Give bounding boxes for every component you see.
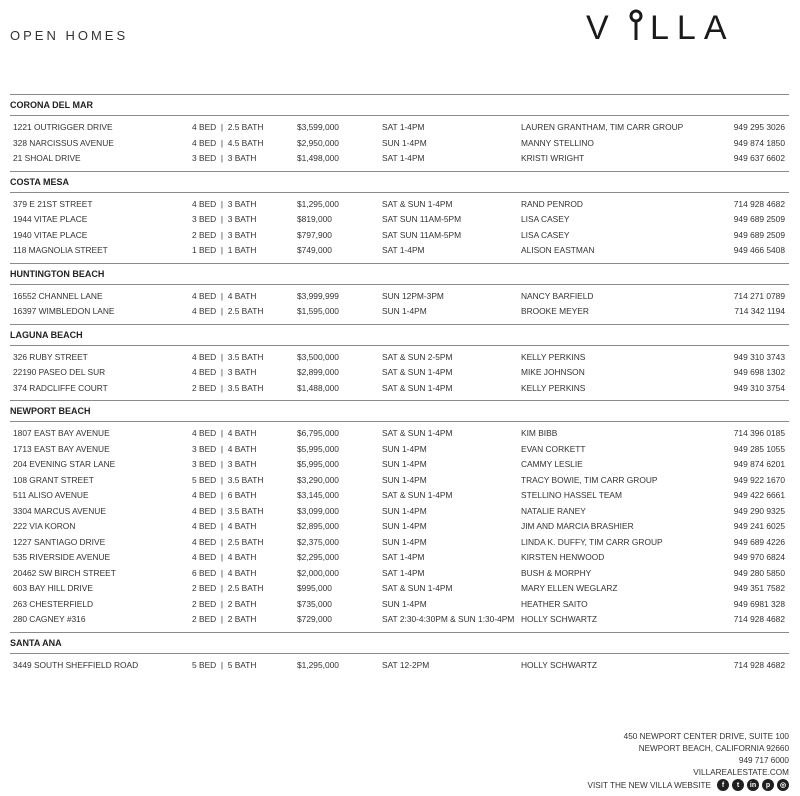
listing-address: 379 E 21ST STREET — [13, 198, 93, 209]
bed-bath-divider: | — [216, 198, 228, 209]
listing-time: SAT SUN 11AM-5PM — [382, 229, 462, 240]
listing-baths: 4 BATH — [227, 552, 257, 562]
listing-row — [10, 365, 789, 381]
listing-phone: 714 342 1194 — [734, 306, 785, 316]
listing-bed-bath — [192, 521, 256, 531]
listing-phone: 949 689 2509 — [733, 229, 785, 240]
listing-agent: KELLY PERKINS — [521, 382, 586, 393]
listing-baths: 2.5 BATH — [227, 536, 264, 547]
listing-time: SAT & SUN 1-4PM — [382, 583, 453, 593]
listing-beds: 2 BED — [192, 382, 217, 393]
bed-bath-divider: | — [216, 367, 228, 377]
listing-beds: 4 BED — [192, 428, 217, 438]
listing-baths: 2.5 BATH — [227, 306, 264, 316]
listing-price: $1,295,000 — [297, 198, 339, 209]
listing-address: 326 RUBY STREET — [13, 351, 88, 362]
listing-beds: 4 BED — [192, 552, 217, 562]
listing-baths: 5 BATH — [227, 659, 257, 670]
listing-address: 603 BAY HILL DRIVE — [13, 583, 93, 593]
listing-time: SAT 2:30-4:30PM & SUN 1:30-4PM — [382, 614, 515, 624]
bed-bath-divider: | — [216, 536, 228, 547]
bed-bath-divider: | — [216, 428, 228, 438]
instagram-icon[interactable]: ◎ — [777, 779, 789, 791]
listing-beds: 4 BED — [192, 137, 217, 148]
footer-address-line1: 450 NEWPORT CENTER DRIVE, SUITE 100 — [623, 732, 789, 741]
listing-price: $2,895,000 — [297, 521, 339, 531]
listing-beds: 3 BED — [192, 443, 217, 454]
listing-beds: 2 BED — [192, 614, 217, 624]
listing-beds: 4 BED — [192, 122, 217, 132]
listing-bed-bath — [192, 153, 256, 163]
listing-price: $5,995,000 — [297, 443, 339, 454]
listing-beds: 3 BED — [192, 153, 217, 163]
listing-bed-bath — [192, 291, 256, 301]
listing-address: 1221 OUTRIGGER DRIVE — [13, 122, 113, 132]
listing-time: SUN 12PM-3PM — [382, 290, 444, 301]
listing-beds: 4 BED — [192, 367, 217, 377]
listing-beds: 1 BED — [192, 245, 217, 255]
bed-bath-divider: | — [216, 474, 228, 485]
section — [10, 263, 789, 324]
logo-text: V — [586, 9, 617, 42]
listing-phone: 949 698 1302 — [733, 367, 785, 377]
listing-time: SUN 1-4PM — [382, 474, 427, 485]
section — [10, 324, 789, 401]
listing-time: SAT 12-2PM — [382, 659, 430, 670]
listing-agent: MANNY STELLINO — [521, 137, 594, 148]
listing-time: SUN 1-4PM — [382, 598, 427, 609]
listing-time: SUN 1-4PM — [382, 505, 427, 516]
listing-beds: 5 BED — [192, 474, 217, 485]
listing-time: SAT & SUN 1-4PM — [382, 382, 453, 393]
listing-time: SAT 1-4PM — [382, 153, 425, 163]
bed-bath-divider: | — [216, 659, 228, 670]
listing-beds: 4 BED — [192, 536, 217, 547]
logo-text-rest: LLA — [650, 9, 735, 42]
listing-row — [10, 136, 789, 152]
listing-time: SUN 1-4PM — [382, 521, 427, 531]
listing-phone: 949 637 6602 — [733, 153, 785, 163]
listing-agent: KELLY PERKINS — [521, 351, 586, 362]
listing-address: 1940 VITAE PLACE — [13, 229, 88, 240]
listing-row — [10, 350, 789, 366]
listing-phone: 949 310 3754 — [733, 382, 785, 393]
visit-website-link[interactable]: VISIT THE NEW VILLA WEBSITE — [587, 780, 711, 790]
listing-agent: NANCY BARFIELD — [521, 290, 594, 301]
listing-price: $2,000,000 — [297, 567, 339, 578]
bed-bath-divider: | — [216, 214, 228, 224]
listing-row — [10, 426, 789, 442]
listing-address: 280 CAGNEY #316 — [13, 614, 86, 624]
listing-agent: JIM AND MARCIA BRASHIER — [521, 521, 634, 531]
bed-bath-divider: | — [216, 614, 228, 624]
listing-beds: 6 BED — [192, 567, 217, 578]
listing-agent: KIRSTEN HENWOOD — [521, 552, 605, 562]
linkedin-icon[interactable]: in — [747, 779, 759, 791]
listing-agent: EVAN CORKETT — [521, 443, 586, 454]
listing-price: $3,599,000 — [297, 122, 339, 132]
listing-agent: MIKE JOHNSON — [521, 367, 585, 377]
footer-website[interactable]: VILLAREALESTATE.COM — [693, 768, 789, 777]
pinterest-icon[interactable]: p — [762, 779, 774, 791]
listing-phone: 949 290 9325 — [733, 505, 785, 516]
listings-table — [10, 94, 789, 677]
listing-agent: RAND PENROD — [521, 198, 583, 209]
listing-row — [10, 457, 789, 473]
listing-phone: 949 295 3026 — [733, 122, 785, 132]
bed-bath-divider: | — [216, 351, 228, 362]
page-title: OPEN HOMES — [10, 28, 129, 43]
listing-phone: 949 466 5408 — [733, 245, 785, 255]
listing-agent: LISA CASEY — [521, 229, 570, 240]
listing-agent: BUSH & MORPHY — [521, 567, 592, 578]
listing-bed-bath — [192, 230, 256, 240]
listing-address: 204 EVENING STAR LANE — [13, 459, 116, 469]
listing-address: 1807 EAST BAY AVENUE — [13, 428, 110, 438]
listing-phone: 949 351 7582 — [733, 583, 785, 593]
listing-bed-bath — [192, 245, 256, 255]
listing-row — [10, 473, 789, 489]
listing-price: $3,999,999 — [297, 290, 339, 301]
listing-bed-bath — [192, 537, 263, 547]
section-header: SANTA ANA — [10, 633, 789, 654]
listing-baths: 2.5 BATH — [227, 122, 264, 132]
listing-price: $2,375,000 — [297, 536, 339, 547]
listing-baths: 4 BATH — [227, 290, 257, 301]
listing-bed-bath — [192, 475, 263, 485]
twitter-icon[interactable]: t — [732, 779, 744, 791]
listing-time: SAT & SUN 1-4PM — [382, 490, 453, 500]
listing-phone: 949 422 6661 — [733, 490, 785, 500]
listing-phone: 949 6981 328 — [733, 598, 785, 609]
listing-baths: 2 BATH — [227, 598, 257, 609]
listing-baths: 4 BATH — [227, 567, 257, 578]
listing-address: 16397 WIMBLEDON LANE — [13, 306, 115, 316]
listing-bed-bath — [192, 614, 256, 624]
listing-beds: 4 BED — [192, 198, 217, 209]
listing-price: $735,000 — [297, 598, 332, 609]
listing-beds: 4 BED — [192, 490, 217, 500]
listing-agent: HOLLY SCHWARTZ — [521, 659, 598, 670]
listing-phone: 714 928 4682 — [733, 659, 785, 670]
listing-row — [10, 197, 789, 213]
listing-bed-bath — [192, 568, 256, 578]
listing-beds: 4 BED — [192, 351, 217, 362]
listing-beds: 5 BED — [192, 659, 217, 670]
bed-bath-divider: | — [216, 122, 228, 132]
listing-agent: BROOKE MEYER — [521, 306, 589, 316]
listing-row — [10, 550, 789, 566]
listing-baths: 2 BATH — [227, 614, 257, 624]
listing-price: $1,488,000 — [297, 382, 339, 393]
listing-beds: 4 BED — [192, 306, 217, 316]
listing-bed-bath — [192, 122, 263, 132]
bed-bath-divider: | — [216, 306, 228, 316]
listing-phone: 949 874 1850 — [733, 137, 785, 148]
footer-contact — [624, 731, 789, 779]
listing-bed-bath — [192, 506, 263, 516]
listing-row — [10, 289, 789, 305]
listing-address: 3304 MARCUS AVENUE — [13, 505, 106, 516]
listing-price: $5,995,000 — [297, 459, 339, 469]
listing-time: SUN 1-4PM — [382, 443, 427, 454]
villa-logo[interactable] — [586, 8, 776, 42]
listing-baths: 4.5 BATH — [227, 137, 264, 148]
listing-bed-bath — [192, 459, 256, 469]
listing-agent: MARY ELLEN WEGLARZ — [521, 583, 618, 593]
listing-price: $2,295,000 — [297, 552, 339, 562]
bed-bath-divider: | — [216, 443, 228, 454]
listing-address: 3449 SOUTH SHEFFIELD ROAD — [13, 659, 139, 670]
listing-address: 535 RIVERSIDE AVENUE — [13, 552, 111, 562]
listing-bed-bath — [192, 490, 256, 500]
listing-phone: 949 689 4226 — [733, 536, 785, 547]
footer-address-line2: NEWPORT BEACH, CALIFORNIA 92660 — [638, 744, 789, 753]
listing-bed-bath — [192, 428, 256, 438]
listing-phone: 714 396 0185 — [733, 428, 785, 438]
listing-row — [10, 304, 789, 320]
listing-baths: 3 BATH — [227, 367, 257, 377]
listing-time: SAT & SUN 1-4PM — [382, 198, 453, 209]
listing-price: $1,595,000 — [297, 306, 339, 316]
listing-address: 374 RADCLIFFE COURT — [13, 382, 108, 393]
listing-phone: 714 271 0789 — [733, 290, 785, 301]
listing-row — [10, 243, 789, 259]
listing-beds: 3 BED — [192, 459, 217, 469]
listing-row — [10, 658, 789, 674]
listing-address: 222 VIA KORON — [13, 521, 76, 531]
listing-agent: NATALIE RANEY — [521, 505, 586, 516]
listing-time: SAT & SUN 1-4PM — [382, 428, 453, 438]
bed-bath-divider: | — [216, 490, 228, 500]
listing-agent: KIM BIBB — [521, 428, 558, 438]
listing-phone: 949 970 6824 — [733, 552, 785, 562]
listing-baths: 3 BATH — [227, 198, 257, 209]
listing-time: SAT 1-4PM — [382, 122, 425, 132]
listing-address: 511 ALISO AVENUE — [13, 490, 89, 500]
section — [10, 400, 789, 632]
listing-agent: HOLLY SCHWARTZ — [521, 614, 598, 624]
listing-bed-bath — [192, 599, 256, 609]
listing-bed-bath — [192, 583, 263, 593]
listing-price: $995,000 — [297, 583, 332, 593]
listing-beds: 4 BED — [192, 521, 217, 531]
listing-price: $3,500,000 — [297, 351, 339, 362]
listing-phone: 949 241 6025 — [733, 521, 785, 531]
listing-row — [10, 212, 789, 228]
listing-baths: 3.5 BATH — [227, 382, 264, 393]
listing-row — [10, 519, 789, 535]
facebook-icon[interactable]: f — [717, 779, 729, 791]
listing-bed-bath — [192, 383, 263, 393]
listing-price: $3,145,000 — [297, 490, 339, 500]
listing-phone: 714 928 4682 — [733, 198, 785, 209]
listing-beds: 3 BED — [192, 214, 217, 224]
key-icon — [631, 11, 641, 40]
listing-time: SAT 1-4PM — [382, 567, 425, 578]
listing-beds: 4 BED — [192, 505, 217, 516]
listing-time: SUN 1-4PM — [382, 536, 427, 547]
listing-address: 263 CHESTERFIELD — [13, 598, 94, 609]
bed-bath-divider: | — [216, 521, 228, 531]
section-header: CORONA DEL MAR — [10, 95, 789, 116]
listing-row — [10, 381, 789, 397]
bed-bath-divider: | — [216, 137, 228, 148]
listing-price: $1,498,000 — [297, 153, 339, 163]
listing-address: 20462 SW BIRCH STREET — [13, 567, 116, 578]
listing-row — [10, 228, 789, 244]
listing-time: SUN 1-4PM — [382, 459, 427, 469]
footer-phone: 949 717 6000 — [738, 756, 789, 765]
listing-baths: 3 BATH — [227, 459, 257, 469]
listing-baths: 3 BATH — [227, 153, 257, 163]
listing-agent: TRACY BOWIE, TIM CARR GROUP — [521, 474, 658, 485]
bed-bath-divider: | — [216, 598, 228, 609]
listing-time: SUN 1-4PM — [382, 137, 427, 148]
listing-price: $3,099,000 — [297, 505, 339, 516]
listing-bed-bath — [192, 660, 256, 670]
listing-address: 16552 CHANNEL LANE — [13, 290, 103, 301]
listing-row — [10, 612, 789, 628]
listing-time: SAT 1-4PM — [382, 245, 425, 255]
listing-phone: 949 874 6201 — [733, 459, 785, 469]
listing-beds: 2 BED — [192, 229, 217, 240]
listing-time: SAT 1-4PM — [382, 552, 425, 562]
listing-baths: 3.5 BATH — [227, 474, 264, 485]
listing-baths: 3.5 BATH — [227, 351, 264, 362]
listing-time: SUN 1-4PM — [382, 306, 427, 316]
listing-price: $3,290,000 — [297, 474, 339, 485]
listing-beds: 4 BED — [192, 290, 217, 301]
listing-row — [10, 151, 789, 167]
listing-baths: 4 BATH — [227, 428, 257, 438]
listing-bed-bath — [192, 444, 256, 454]
bed-bath-divider: | — [216, 505, 228, 516]
listing-phone: 714 928 4682 — [733, 614, 785, 624]
bed-bath-divider: | — [216, 382, 228, 393]
listing-bed-bath — [192, 352, 263, 362]
listing-row — [10, 488, 789, 504]
listing-agent: KRISTI WRIGHT — [521, 153, 585, 163]
section-header: LAGUNA BEACH — [10, 325, 789, 346]
listing-address: 1944 VITAE PLACE — [13, 214, 88, 224]
listing-bed-bath — [192, 138, 263, 148]
listing-time: SAT SUN 11AM-5PM — [382, 214, 462, 224]
listing-price: $6,795,000 — [297, 428, 339, 438]
listing-agent: STELLINO HASSEL TEAM — [521, 490, 622, 500]
listing-row — [10, 535, 789, 551]
listing-phone: 949 922 1670 — [733, 474, 785, 485]
social-bar — [588, 779, 789, 791]
listing-address: 1713 EAST BAY AVENUE — [13, 443, 110, 454]
listing-baths: 3 BATH — [227, 214, 257, 224]
listing-time: SAT & SUN 1-4PM — [382, 367, 453, 377]
listing-baths: 4 BATH — [227, 443, 257, 454]
listing-phone: 949 689 2509 — [733, 214, 785, 224]
section — [10, 171, 789, 263]
bed-bath-divider: | — [216, 567, 228, 578]
listing-time: SAT & SUN 2-5PM — [382, 351, 453, 362]
listing-address: 328 NARCISSUS AVENUE — [13, 137, 114, 148]
listing-price: $2,950,000 — [297, 137, 339, 148]
listing-baths: 6 BATH — [227, 490, 257, 500]
listing-phone: 949 285 1055 — [733, 443, 785, 454]
listing-row — [10, 581, 789, 597]
listing-baths: 3.5 BATH — [227, 505, 264, 516]
listing-beds: 2 BED — [192, 598, 217, 609]
section-header: COSTA MESA — [10, 172, 789, 193]
listing-price: $749,000 — [297, 245, 332, 255]
listing-row — [10, 597, 789, 613]
section-header: NEWPORT BEACH — [10, 401, 789, 422]
listing-address: 108 GRANT STREET — [13, 474, 94, 485]
listing-price: $1,295,000 — [297, 659, 339, 670]
bed-bath-divider: | — [216, 229, 228, 240]
listing-price: $797,900 — [297, 229, 332, 240]
listing-agent: ALISON EASTMAN — [521, 245, 595, 255]
listing-agent: CAMMY LESLIE — [521, 459, 583, 469]
bed-bath-divider: | — [216, 552, 228, 562]
listing-address: 118 MAGNOLIA STREET — [13, 245, 108, 255]
bed-bath-divider: | — [216, 290, 228, 301]
listing-beds: 2 BED — [192, 583, 217, 593]
listing-address: 1227 SANTIAGO DRIVE — [13, 536, 106, 547]
listing-agent: LISA CASEY — [521, 214, 570, 224]
listing-agent: LAUREN GRANTHAM, TIM CARR GROUP — [521, 122, 684, 132]
listing-phone: 949 310 3743 — [733, 351, 785, 362]
listing-agent: HEATHER SAITO — [521, 598, 588, 609]
listing-baths: 2.5 BATH — [227, 583, 264, 593]
listing-address: 21 SHOAL DRIVE — [13, 153, 81, 163]
bed-bath-divider: | — [216, 153, 228, 163]
listing-address: 22190 PASEO DEL SUR — [13, 367, 106, 377]
listing-phone: 949 280 5850 — [733, 567, 785, 578]
listing-row — [10, 120, 789, 136]
bed-bath-divider: | — [216, 583, 228, 593]
listing-row — [10, 566, 789, 582]
listing-bed-bath — [192, 367, 256, 377]
listing-baths: 4 BATH — [227, 521, 257, 531]
listing-agent: LINDA K. DUFFY, TIM CARR GROUP — [521, 536, 663, 547]
bed-bath-divider: | — [216, 459, 228, 469]
listing-baths: 3 BATH — [227, 229, 257, 240]
listing-bed-bath — [192, 199, 256, 209]
listing-bed-bath — [192, 306, 263, 316]
listing-bed-bath — [192, 214, 256, 224]
listing-row — [10, 504, 789, 520]
listing-row — [10, 442, 789, 458]
section — [10, 94, 789, 171]
bed-bath-divider: | — [216, 245, 228, 255]
section — [10, 632, 789, 678]
listing-baths: 1 BATH — [227, 245, 257, 255]
listing-price: $819,000 — [297, 214, 332, 224]
listing-bed-bath — [192, 552, 256, 562]
listing-price: $729,000 — [297, 614, 332, 624]
section-header: HUNTINGTON BEACH — [10, 264, 789, 285]
listing-price: $2,899,000 — [297, 367, 339, 377]
